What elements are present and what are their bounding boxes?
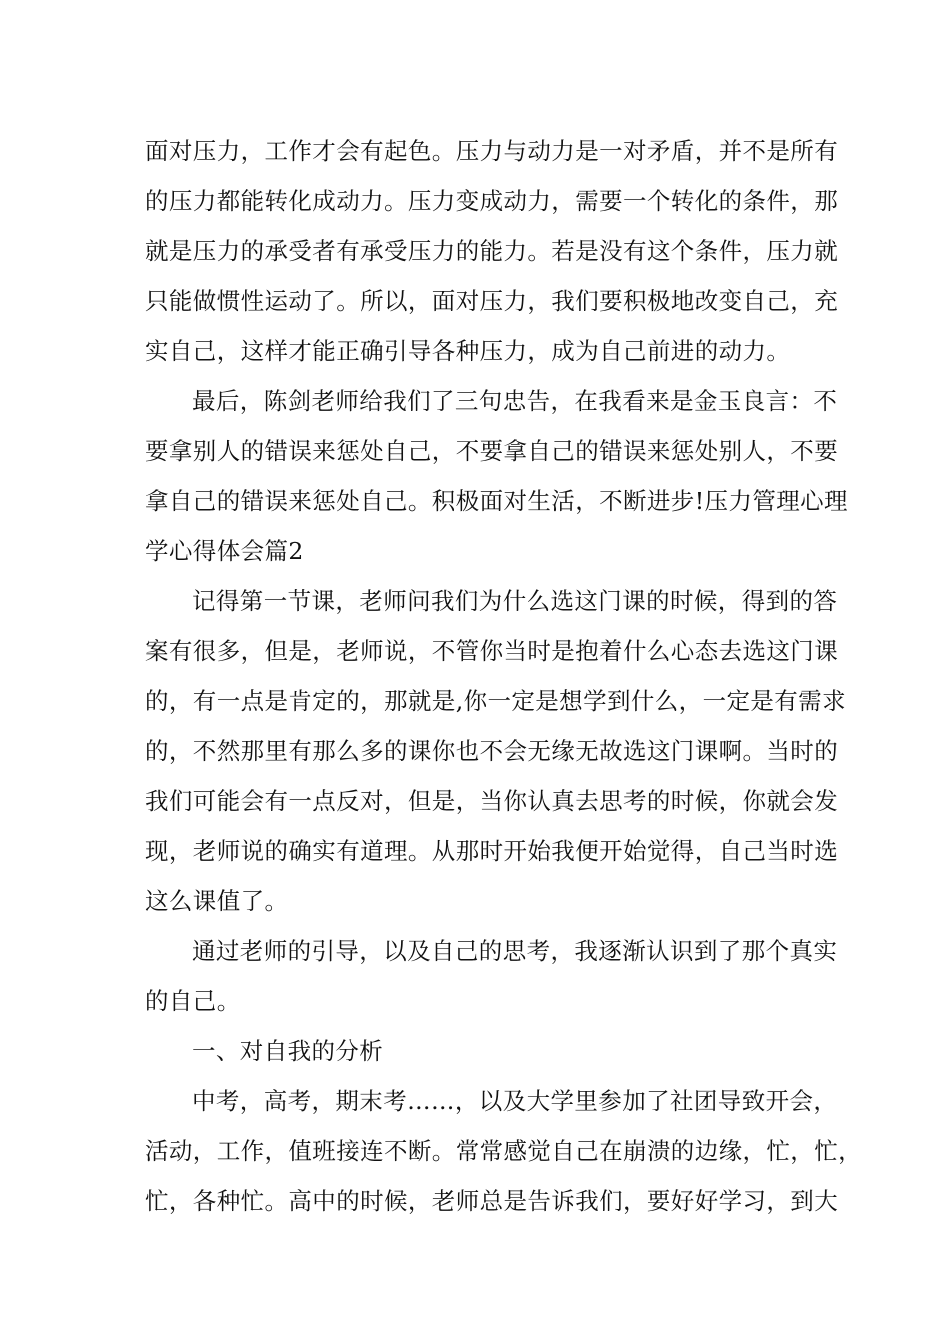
- text-line: 案有很多，但是，老师说，不管你当时是抱着什么心态去选这门课: [145, 637, 839, 665]
- text-line: 要拿别人的错误来惩处自己，不要拿自己的错误来惩处别人，不要: [145, 437, 839, 465]
- text-line: 面对压力，工作才会有起色。压力与动力是一对矛盾，并不是所有: [145, 137, 839, 165]
- text-line: 就是压力的承受者有承受压力的能力。若是没有这个条件，压力就: [145, 237, 839, 265]
- text-line: 活动，工作，值班接连不断。常常感觉自己在崩溃的边缘，忙，忙，: [145, 1137, 862, 1165]
- paragraph-start-line: 中考，高考，期末考……，以及大学里参加了社团导致开会，: [192, 1087, 838, 1115]
- text-line: 现，老师说的确实有道理。从那时开始我便开始觉得，自己当时选: [145, 837, 839, 865]
- text-line: 的，不然那里有那么多的课你也不会无缘无故选这门课啊。当时的: [145, 737, 839, 765]
- text-line: 学心得体会篇2: [145, 537, 304, 565]
- document-body: [145, 126, 862, 1226]
- text-line: 忙，各种忙。高中的时候，老师总是告诉我们，要好好学习，到大: [145, 1187, 839, 1215]
- section-heading: 一、对自我的分析: [192, 1037, 384, 1065]
- text-line: 的压力都能转化成动力。压力变成动力，需要一个转化的条件，那: [145, 187, 839, 215]
- paragraph-start-line: 最后，陈剑老师给我们了三句忠告，在我看来是金玉良言：不: [192, 387, 838, 415]
- text-line: 的自己。: [145, 987, 241, 1015]
- paragraph-start-line: 记得第一节课，老师问我们为什么选这门课的时候，得到的答: [192, 587, 838, 615]
- text-line: 拿自己的错误来惩处自己。积极面对生活，不断进步!压力管理心理: [145, 487, 848, 515]
- text-line: 的，有一点是肯定的，那就是,你一定是想学到什么，一定是有需求: [145, 687, 846, 715]
- text-line: 这么课值了。: [145, 887, 289, 915]
- text-line: 实自己，这样才能正确引导各种压力，成为自己前进的动力。: [145, 337, 791, 365]
- paragraph-start-line: 通过老师的引导，以及自己的思考，我逐渐认识到了那个真实: [192, 937, 838, 965]
- text-line: 我们可能会有一点反对，但是，当你认真去思考的时候，你就会发: [145, 787, 839, 815]
- text-line: 只能做惯性运动了。所以，面对压力，我们要积极地改变自己，充: [145, 287, 839, 315]
